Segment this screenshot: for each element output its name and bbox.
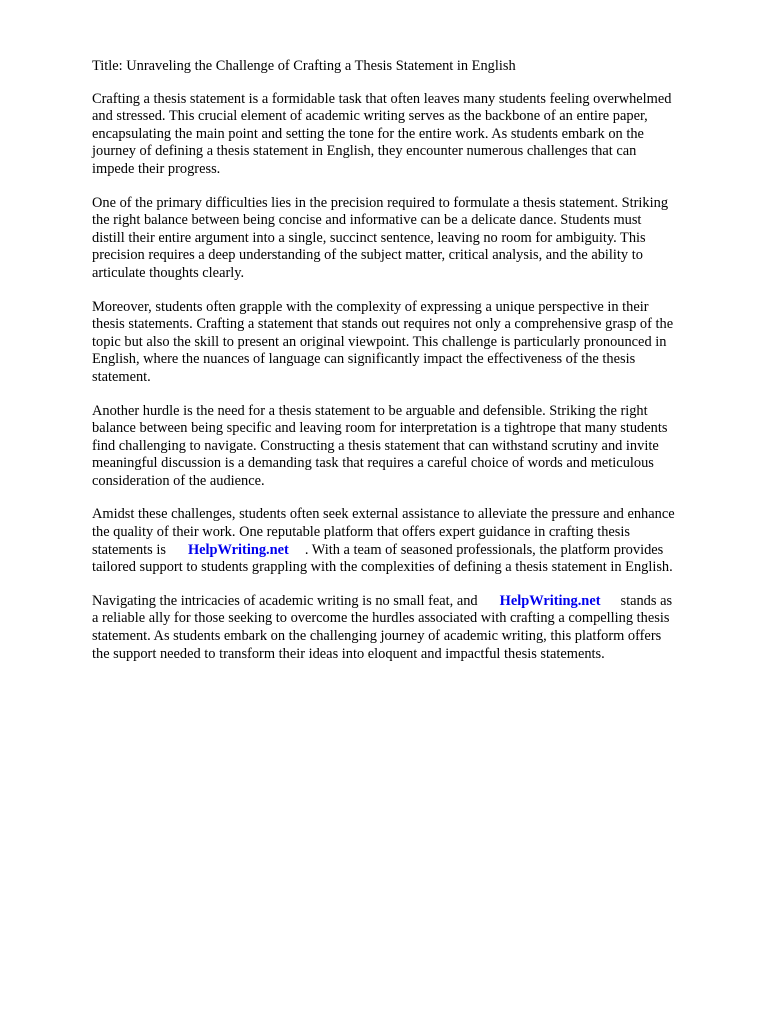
- paragraph-line: impede their progress.: [92, 160, 221, 177]
- paragraph-line: Crafting a thesis statement is a formidable task that often leaves many students feeling overwhelmed: [92, 90, 672, 107]
- paragraph-line: balance between being specific and leaving room for interpretation is a tightrope that many students: [92, 420, 668, 437]
- paragraph-3: [92, 299, 732, 387]
- line-text: Navigating the intricacies of academic writing is no small feat, and: [92, 592, 478, 609]
- paragraph-line: the right balance between being concise and informative can be a delicate dance. Students must: [92, 212, 642, 229]
- paragraph-line: the quality of their work. One reputable platform that offers expert guidance in crafting thesis: [92, 524, 631, 541]
- paragraph-line: English, where the nuances of language can significantly impact the effectiveness of the thesis: [92, 351, 636, 368]
- paragraph-5: [92, 506, 732, 576]
- line-text: statements is: [92, 541, 166, 558]
- paragraph-line: Amidst these challenges, students often seek external assistance to alleviate the pressure and enhance: [92, 506, 675, 523]
- document-page: [92, 58, 732, 679]
- paragraph-line: articulate thoughts clearly.: [92, 264, 245, 281]
- paragraph-line-with-link: [92, 542, 732, 560]
- helpwriting-link[interactable]: HelpWriting.net: [499, 592, 601, 609]
- line-text: stands as: [620, 592, 673, 609]
- paragraph-4: [92, 403, 732, 491]
- paragraph-line: One of the primary difficulties lies in the precision required to formulate a thesis statement. Striking: [92, 194, 669, 211]
- paragraph-1: [92, 91, 732, 179]
- paragraph-line: Moreover, students often grapple with the complexity of expressing a unique perspective in their: [92, 298, 649, 315]
- paragraph-line: thesis statements. Crafting a statement that stands out requires not only a comprehensive grasp of the: [92, 316, 674, 333]
- paragraph-line: meaningful discussion is a demanding task that requires a careful choice of words and meticulous: [92, 455, 654, 472]
- line-text: . With a team of seasoned professionals, the platform provides: [304, 541, 664, 558]
- paragraph-line: statement.: [92, 368, 151, 385]
- paragraph-line: encapsulating the main point and setting the tone for the entire work. As students embark on the: [92, 125, 644, 142]
- paragraph-line: the support needed to transform their ideas into eloquent and impactful thesis statements.: [92, 645, 605, 662]
- paragraph-line: journey of defining a thesis statement in English, they encounter numerous challenges that can: [92, 143, 637, 160]
- paragraph-line-with-link: [92, 593, 732, 611]
- paragraph-line: distill their entire argument into a single, succinct sentence, leaving no room for ambiguity. This: [92, 229, 646, 246]
- paragraph-line: a reliable ally for those seeking to overcome the hurdles associated with crafting a compelling thesis: [92, 610, 670, 627]
- paragraph-line: find challenging to navigate. Constructing a thesis statement that can withstand scrutiny and invite: [92, 437, 659, 454]
- helpwriting-link[interactable]: HelpWriting.net: [187, 541, 289, 558]
- paragraph-line: topic but also the skill to present an original viewpoint. This challenge is particularly pronounced in: [92, 333, 667, 350]
- paragraph-line: consideration of the audience.: [92, 472, 265, 489]
- document-title: Title: Unraveling the Challenge of Crafting a Thesis Statement in English: [92, 58, 516, 74]
- paragraph-2: [92, 195, 732, 283]
- paragraph-line: precision requires a deep understanding of the subject matter, critical analysis, and the ability to: [92, 247, 643, 264]
- paragraph-line: Another hurdle is the need for a thesis statement to be arguable and defensible. Striking the right: [92, 402, 648, 419]
- paragraph-line: statement. As students embark on the challenging journey of academic writing, this platform offers: [92, 628, 662, 645]
- paragraph-line: and stressed. This crucial element of academic writing serves as the backbone of an entire paper,: [92, 108, 648, 125]
- paragraph-6: [92, 593, 732, 663]
- paragraph-line: tailored support to students grappling with the complexities of defining a thesis statement in English.: [92, 559, 673, 576]
